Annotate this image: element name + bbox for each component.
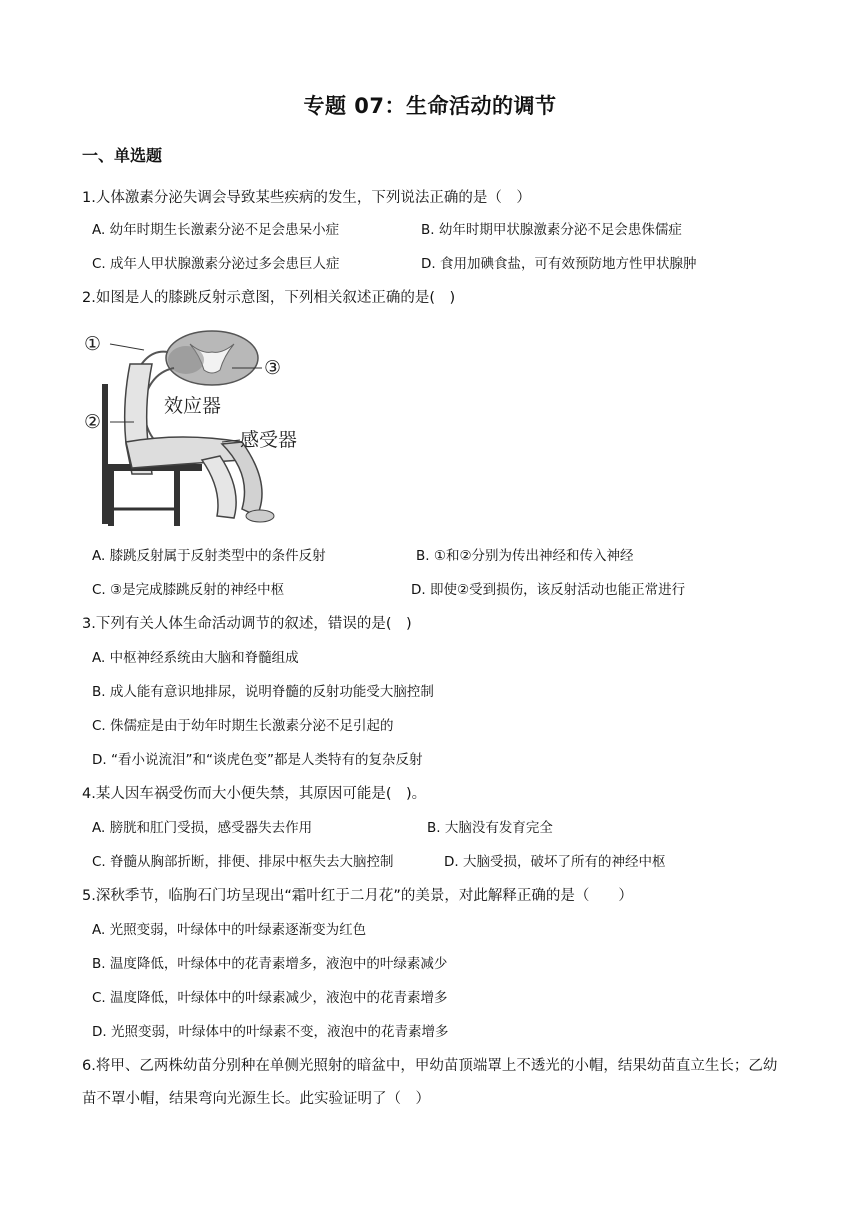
- question-1-option-c: C. 成年人甲状腺激素分泌过多会患巨人症: [92, 256, 340, 272]
- question-5-stem: 5.深秋季节，临朐石门坊呈现出“霜叶红于二月花”的美景，对此解释正确的是（ ）: [82, 888, 633, 904]
- question-4-option-b: B. 大脑没有发育完全: [427, 820, 553, 836]
- question-5-option-a: A. 光照变弱，叶绿体中的叶绿素逐渐变为红色: [92, 922, 367, 938]
- question-5-option-d: D. 光照变弱，叶绿体中的叶绿素不变，液泡中的花青素增多: [92, 1024, 449, 1040]
- figure-label-3: ③: [264, 357, 282, 379]
- question-4-option-d: D. 大脑受损，破坏了所有的神经中枢: [444, 854, 666, 870]
- question-2-stem: 2.如图是人的膝跳反射示意图，下列相关叙述正确的是( ): [82, 290, 456, 306]
- question-1-option-a: A. 幼年时期生长激素分泌不足会患呆小症: [92, 222, 340, 238]
- question-3-option-a: A. 中枢神经系统由大脑和脊髓组成: [92, 650, 299, 666]
- figure-label-receptor: 感受器: [240, 429, 298, 451]
- question-2-option-b: B. ①和②分别为传出神经和传入神经: [416, 548, 634, 564]
- knee-jerk-reflex-figure: [82, 324, 308, 526]
- question-5-option-c: C. 温度降低，叶绿体中的叶绿素减少，液泡中的花青素增多: [92, 990, 448, 1006]
- question-3-stem: 3.下列有关人体生命活动调节的叙述，错误的是( ): [82, 616, 412, 632]
- question-3-option-c: C. 侏儒症是由于幼年时期生长激素分泌不足引起的: [92, 718, 394, 734]
- question-4-option-c: C. 脊髓从胸部折断，排便、排尿中枢失去大脑控制: [92, 854, 394, 870]
- question-1-option-d: D. 食用加碘食盐，可有效预防地方性甲状腺肿: [421, 256, 697, 272]
- question-6-stem: 6.将甲、乙两株幼苗分别种在单侧光照射的暗盆中，甲幼苗顶端罩上不透光的小帽，结果幼苗直立生长；乙幼苗不罩小帽，结果弯向光源生长。此实验证明了（ ）: [82, 1058, 778, 1107]
- question-3-option-b: B. 成人能有意识地排尿，说明脊髓的反射功能受大脑控制: [92, 684, 434, 700]
- question-4-option-a: A. 膀胱和肛门受损，感受器失去作用: [92, 820, 313, 836]
- question-4-stem: 4.某人因车祸受伤而大小便失禁，其原因可能是( )。: [82, 786, 427, 802]
- question-2-option-d: D. 即使②受到损伤，该反射活动也能正常进行: [411, 582, 686, 598]
- question-1-option-b: B. 幼年时期甲状腺激素分泌不足会患侏儒症: [421, 222, 682, 238]
- page-title: 专题 07：生命活动的调节: [303, 94, 557, 118]
- question-5-option-b: B. 温度降低，叶绿体中的花青素增多，液泡中的叶绿素减少: [92, 956, 448, 972]
- section-heading: 一、单选题: [82, 146, 163, 165]
- question-1-stem: 1.人体激素分泌失调会导致某些疾病的发生，下列说法正确的是（ ）: [82, 190, 531, 206]
- question-2-option-a: A. 膝跳反射属于反射类型中的条件反射: [92, 548, 326, 564]
- figure-label-1: ①: [84, 333, 102, 355]
- figure-label-effector: 效应器: [164, 395, 222, 417]
- question-2-option-c: C. ③是完成膝跳反射的神经中枢: [92, 582, 285, 598]
- figure-label-2: ②: [84, 411, 102, 433]
- question-3-option-d: D. “看小说流泪”和“谈虎色变”都是人类特有的复杂反射: [92, 752, 423, 768]
